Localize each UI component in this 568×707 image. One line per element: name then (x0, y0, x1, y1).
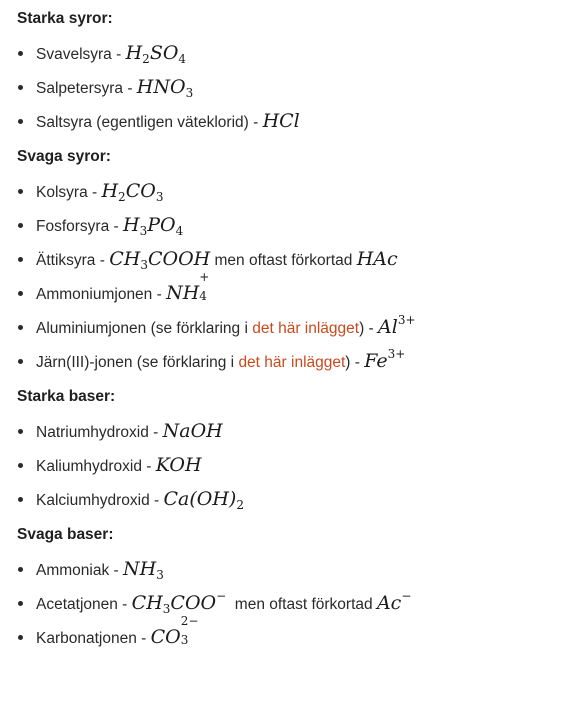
list-item: Karbonatjonen - CO 2− 3 (17, 620, 552, 654)
list-item: Natriumhydroxid - NaOH (17, 414, 552, 448)
list-item: Kalciumhydroxid - $Ca(OH)_2$ (17, 482, 552, 516)
list-item: Saltsyra (egentligen väteklorid) - HCl (17, 104, 552, 138)
formula: $CH_3COO^-$ (131, 589, 227, 616)
list-item: Kolsyra - $H_2CO_3$ (17, 174, 552, 208)
formula: $H_3PO_4$ (122, 214, 184, 238)
list-item: Acetatjonen - $CH_3COO^-$ men oftast förkortad Ac− (17, 586, 552, 620)
list-svaga-syror (17, 174, 552, 378)
section-heading-svaga-baser: Svaga baser: (17, 526, 114, 543)
formula: $NH_3$ (123, 558, 164, 582)
formula: NH + 4 (166, 270, 210, 304)
list-item: Aluminiumjonen (se förklaring i det här inlägget) - $Al^{3+}$ (17, 310, 552, 344)
section-heading-svaga-syror: Svaga syror: (17, 148, 111, 165)
list-item: Ättiksyra - $CH_3COOH$ men oftast förkortad HAc (17, 242, 552, 276)
formula: HCl (262, 110, 300, 132)
inlagg-link[interactable]: det här inlägget (238, 354, 346, 371)
formula: $Fe^{3+}$ (364, 347, 406, 372)
list-item: Ammoniak - $NH_3$ (17, 552, 552, 586)
list-item: Salpetersyra - $HNO_3$ (17, 70, 552, 104)
formula: $CH_3COOH$ (109, 248, 211, 272)
formula: $H_2SO_4$ (125, 42, 187, 66)
inlagg-link[interactable]: det här inlägget (252, 320, 360, 337)
list-starka-baser (17, 414, 552, 516)
list-starka-syror (17, 36, 552, 138)
formula: $H_2CO_3$ (101, 180, 164, 204)
formula: HAc (356, 248, 398, 270)
list-item: Svavelsyra - $H_2SO_4$ (17, 36, 552, 70)
formula: CO 2− 3 (150, 614, 199, 648)
list-svaga-baser (17, 552, 552, 654)
formula: $Ca(OH)_2$ (163, 488, 244, 512)
list-item: Ammoniumjonen - NH + 4 (17, 276, 552, 310)
list-item: Fosforsyra - $H_3PO_4$ (17, 208, 552, 242)
formula: $Al^{3+}$ (378, 313, 416, 338)
list-item: Kaliumhydroxid - KOH (17, 448, 552, 482)
formula: $HNO_3$ (136, 76, 194, 100)
section-heading-starka-syror: Starka syror: (17, 10, 113, 27)
section-heading-starka-baser: Starka baser: (17, 388, 116, 405)
list-item: Järn(III)-jonen (se förklaring i det här inlägget) - $Fe^{3+}$ (17, 344, 552, 378)
formula: KOH (155, 454, 202, 476)
formula: Ac− (376, 589, 412, 614)
formula: NaOH (162, 420, 223, 442)
